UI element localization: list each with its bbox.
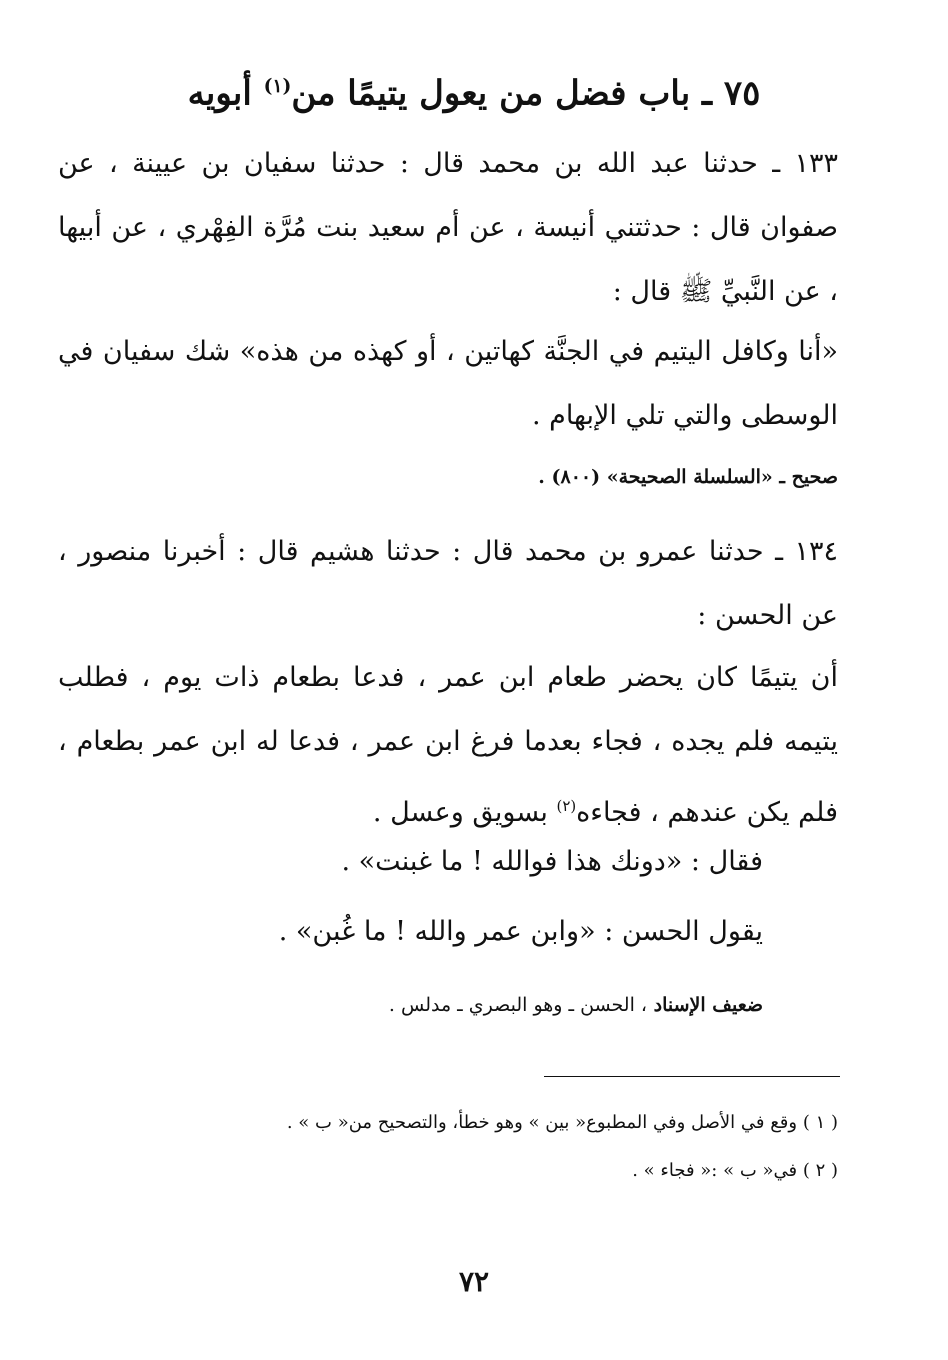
- footnote-divider: [544, 1076, 840, 1077]
- hadith-134-grading-note: ، الحسن ـ وهو البصري ـ مدلس .: [388, 994, 648, 1016]
- chapter-title: [60, 62, 888, 117]
- hadith-134-quote-ibn-umar: فقال : «دونك هذا فوالله ! ما غبنت» .: [341, 846, 763, 877]
- hadith-134-isnad: ١٣٤ ـ حدثنا عمرو بن محمد قال : حدثنا هشيم قال : أخبرنا منصور ، عن الحسن :: [58, 536, 838, 631]
- hadith-134-quote-hasan: يقول الحسن : «وابن عمر والله ! ما غُبن» .: [278, 916, 763, 947]
- hadith-133-grading: صحيح ـ «السلسلة الصحيحة» (٨٠٠) .: [538, 466, 838, 488]
- chapter-title-tail: أبويه: [187, 73, 264, 114]
- footnote-1: ( ١ ) وقع في الأصل وفي المطبوع« بين » وهو خطأ، والتصحيح من« ب » .: [286, 1112, 838, 1133]
- footnote-marker-2: (٢): [556, 797, 577, 815]
- hadith-134-matn-text: أن يتيمًا كان يحضر طعام ابن عمر ، فدعا بطعام ذات يوم ، فطلب يتيمه فلم يجده ، فجاء بعدما فرغ ابن عمر ، فدعا له ابن عمر بطعام ، فلم يكن عندهم ، فجاءه: [58, 662, 838, 828]
- footnote-2: ( ٢ ) في« ب » :« فجاء » .: [632, 1160, 838, 1181]
- chapter-title-main: ٧٥ ـ باب فضل من يعول يتيمًا من: [291, 73, 761, 114]
- hadith-134-grading: [389, 990, 763, 1020]
- page-number: ٧٢: [458, 1265, 490, 1298]
- hadith-134-matn: [58, 646, 838, 845]
- hadith-133-matn: «أنا وكافل اليتيم في الجنَّة كهاتين ، أو كهذه من هذه» شك سفيان في الوسطى والتي تلي الإبهام .: [58, 336, 838, 431]
- hadith-134-grading-label: ضعيف الإسناد: [653, 994, 763, 1016]
- hadith-134-matn-tail: بسويق وعسل .: [372, 797, 557, 828]
- hadith-133-isnad: ١٣٣ ـ حدثنا عبد الله بن محمد قال : حدثنا سفيان بن عيينة ، عن صفوان قال : حدثتني أنيسة ، عن أم سعيد بنت مُرَّة الفِهْري ، عن أبيها ، عن النَّبيِّ ﷺ قال :: [58, 148, 838, 307]
- footnote-marker-1: (١): [263, 75, 292, 97]
